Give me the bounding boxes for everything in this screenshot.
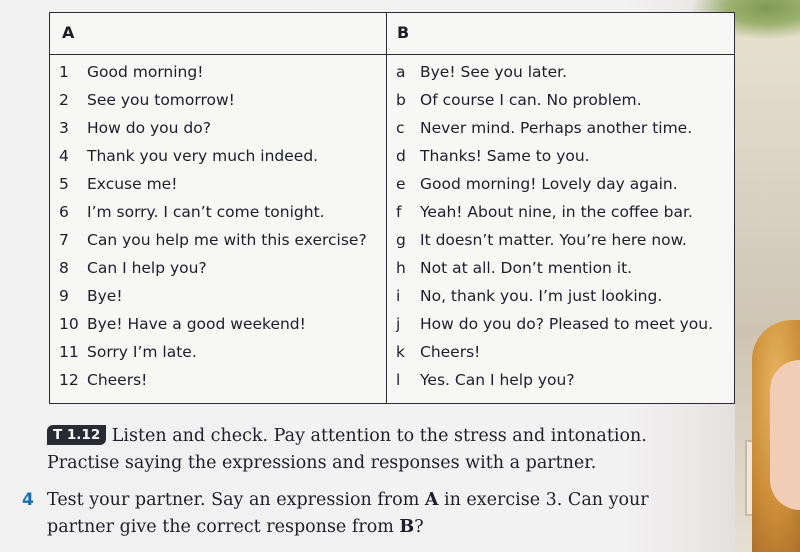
- expression-a: Bye! Have a good weekend!: [87, 315, 306, 333]
- response-b: Thanks! Same to you.: [420, 147, 590, 165]
- item-letter-b: d: [396, 147, 406, 165]
- listen-instruction-line1: [47, 423, 647, 450]
- expression-a: See you tomorrow!: [87, 91, 235, 109]
- response-b: Never mind. Perhaps another time.: [420, 119, 693, 137]
- response-b: Good morning! Lovely day again.: [420, 175, 678, 193]
- item-number-a: 12: [59, 371, 79, 389]
- expression-a: How do you do?: [87, 119, 211, 137]
- column-a-reference: A: [424, 490, 439, 510]
- response-b: Of course I can. No problem.: [420, 91, 642, 109]
- listen-instruction-text: Listen and check. Pay attention to the stress and intonation.: [111, 426, 647, 446]
- item-number-a: 1: [59, 63, 69, 81]
- item-letter-b: l: [396, 371, 401, 389]
- table-row: [50, 338, 734, 366]
- table-row: [50, 142, 734, 170]
- item-number-a: 7: [59, 231, 69, 249]
- table-row: [50, 114, 734, 142]
- audio-track-badge: T 1.12: [47, 425, 106, 445]
- item-letter-b: b: [396, 91, 406, 109]
- item-letter-b: e: [396, 175, 406, 193]
- item-number-a: 9: [59, 287, 69, 305]
- table-row: [50, 198, 734, 226]
- exercise-4-text: ?: [414, 517, 424, 537]
- response-b: It doesn’t matter. You’re here now.: [420, 231, 687, 249]
- expression-a: Excuse me!: [87, 175, 178, 193]
- item-letter-b: k: [396, 343, 405, 361]
- expression-a: Thank you very much indeed.: [87, 147, 319, 165]
- item-number-a: 3: [59, 119, 69, 137]
- item-letter-b: a: [396, 63, 406, 81]
- exercise-4-line2: [47, 514, 424, 541]
- item-number-a: 4: [59, 147, 69, 165]
- table-row: [50, 58, 734, 86]
- matching-table: [49, 12, 735, 404]
- column-a-header: A: [62, 23, 75, 42]
- exercise-4-text: in exercise 3. Can your: [438, 490, 649, 510]
- item-number-a: 8: [59, 259, 69, 277]
- expression-a: Can I help you?: [87, 259, 207, 277]
- table-row: [50, 310, 734, 338]
- expression-a: Cheers!: [87, 371, 148, 389]
- response-b: Yeah! About nine, in the coffee bar.: [420, 203, 693, 221]
- item-letter-b: j: [396, 315, 401, 333]
- exercise-number: 4: [22, 490, 34, 510]
- response-b: No, thank you. I’m just looking.: [420, 287, 663, 305]
- item-number-a: 2: [59, 91, 69, 109]
- item-letter-b: h: [396, 259, 406, 277]
- table-header: [50, 13, 734, 55]
- item-letter-b: g: [396, 231, 406, 249]
- response-b: How do you do? Pleased to meet you.: [420, 315, 714, 333]
- table-row: [50, 170, 734, 198]
- face-photo-detail: [770, 360, 800, 510]
- expression-a: I’m sorry. I can’t come tonight.: [87, 203, 325, 221]
- expression-a: Bye!: [87, 287, 123, 305]
- expression-a: Good morning!: [87, 63, 204, 81]
- table-row: [50, 226, 734, 254]
- column-b-header: B: [397, 23, 410, 42]
- item-number-a: 5: [59, 175, 69, 193]
- exercise-4-text: Test your partner. Say an expression from: [47, 490, 425, 510]
- column-b-reference: B: [399, 517, 415, 537]
- response-b: Bye! See you later.: [420, 63, 568, 81]
- response-b: Cheers!: [420, 343, 481, 361]
- exercise-4-text: partner give the correct response from: [47, 517, 400, 537]
- table-row: [50, 254, 734, 282]
- listen-instruction-line2: Practise saying the expressions and responses with a partner.: [47, 453, 597, 473]
- item-number-a: 6: [59, 203, 69, 221]
- table-row: [50, 282, 734, 310]
- item-number-a: 11: [59, 343, 79, 361]
- item-number-a: 10: [59, 315, 79, 333]
- exercise-4-line1: [47, 487, 649, 514]
- table-row: [50, 366, 734, 394]
- expression-a: Sorry I’m late.: [87, 343, 197, 361]
- response-b: Not at all. Don’t mention it.: [420, 259, 633, 277]
- item-letter-b: c: [396, 119, 405, 137]
- expression-a: Can you help me with this exercise?: [87, 231, 367, 249]
- item-letter-b: f: [396, 203, 402, 221]
- item-letter-b: i: [396, 287, 401, 305]
- response-b: Yes. Can I help you?: [420, 371, 575, 389]
- table-row: [50, 86, 734, 114]
